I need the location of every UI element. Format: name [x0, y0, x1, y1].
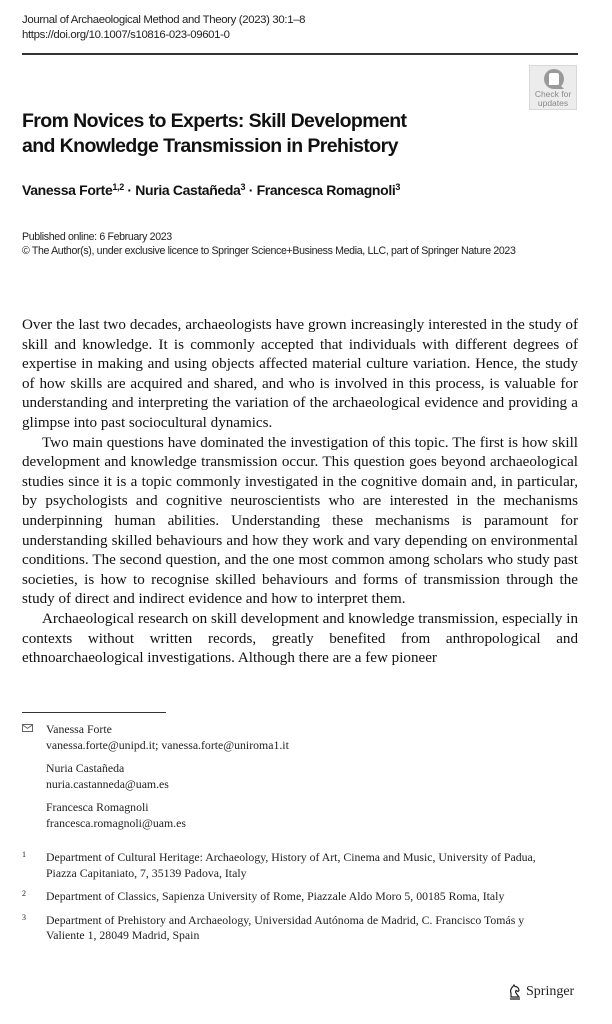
contact-email[interactable]: vanessa.forte@unipd.it; vanessa.forte@uniroma1.it	[46, 737, 289, 752]
author-list	[22, 182, 400, 198]
affiliation-entry	[22, 889, 562, 905]
publication-info	[22, 230, 582, 258]
contact-email[interactable]: francesca.romagnoli@uam.es	[46, 815, 186, 830]
affiliation-text: Department of Prehistory and Archaeology, Universidad Autónoma de Madrid, C. Francisco Tomás y Valiente 1, 28049 Madrid, Spain	[46, 912, 525, 942]
affiliations-list	[22, 850, 562, 952]
author-name[interactable]: Francesca Romagnoli	[256, 182, 396, 198]
journal-citation: Journal of Archaeological Method and Theory (2023) 30:1–8	[22, 14, 306, 26]
affiliation-number: 3	[22, 912, 26, 922]
springer-horse-icon	[508, 984, 522, 1000]
contact-email[interactable]: nuria.castanneda@uam.es	[46, 776, 169, 791]
publisher-logo	[508, 984, 574, 1000]
publisher-name: Springer	[526, 984, 575, 999]
corresponding-contacts	[22, 722, 289, 839]
affiliation-entry	[22, 850, 562, 881]
doi-link[interactable]: https://doi.org/10.1007/s10816-023-09601-0	[22, 29, 230, 41]
contact-name: Nuria Castañeda	[46, 761, 125, 775]
check-for-updates-badge[interactable]	[529, 65, 577, 110]
affiliation-number: 2	[22, 889, 26, 898]
contact-entry	[22, 761, 289, 792]
body-paragraph: Over the last two decades, archaeologists have grown increasingly interested in the study of skill and knowledge. It is commonly accepted that individuals with different degrees of expertise in making and using objects affected material culture variation. Hence, the study of how skills are acquired and shared, and who is involved in this process, is valuable for understanding and interpreting the variation of the archaeological evidence and providing a glimpse into past sociocultural dynamics.	[22, 317, 578, 431]
article-body	[22, 316, 578, 669]
affiliation-entry	[22, 913, 562, 944]
title-line-2: and Knowledge Transmission in Prehistory	[22, 135, 398, 157]
body-paragraph: Archaeological research on skill development and knowledge transmission, especially in contexts without written records, greatly benefited from anthropological and ethnoarchaeological investigations. Although there are a few pioneer	[22, 610, 578, 667]
contact-entry	[22, 722, 289, 753]
header-rule	[22, 53, 578, 55]
journal-header	[22, 13, 305, 43]
crossmark-icon	[544, 69, 564, 89]
contact-entry	[22, 800, 289, 831]
author-name[interactable]: Vanessa Forte	[22, 182, 113, 198]
affiliation-number: 1	[22, 850, 26, 859]
author-separator: ·	[123, 182, 136, 198]
author-name[interactable]: Nuria Castañeda	[135, 182, 241, 198]
title-line-1: From Novices to Experts: Skill Development	[22, 110, 407, 132]
contact-name: Vanessa Forte	[46, 722, 112, 736]
author-affil-ref: 3	[240, 182, 246, 192]
article-title	[22, 109, 406, 159]
body-paragraph: Two main questions have dominated the investigation of this topic. The first is how skill development and knowledge transmission occur. This question goes beyond archaeological studies since it is a topic commonly investigated in the cognitive domain and, in particular, by psychologists and cognitive neuroscientists who are interested in the mechanisms underpinning human abilities. Understanding these mechanisms is paramount for understanding skilled behaviours and how they work and vary depending on environmental conditions. The second question, and the one most common among scholars who study past societies, is how to recognise skilled behaviours and forms of transmission through the study of direct and indirect evidence and how to interpret them.	[22, 434, 578, 608]
affiliation-text: Department of Cultural Heritage: Archaeology, History of Art, Cinema and Music, University of Padua, Piazza Capitaniato, 7, 35139 Padova, Italy	[46, 850, 536, 880]
contact-name: Francesca Romagnoli	[46, 800, 149, 814]
author-separator: ·	[245, 182, 257, 198]
copyright-notice: © The Author(s), under exclusive licence to Springer Science+Business Media, LLC, part of Springer Nature 2023	[22, 245, 516, 257]
published-date: Published online: 6 February 2023	[22, 231, 172, 243]
author-affil-ref: 1,2	[112, 182, 124, 192]
crossmark-label: Check for updates	[534, 89, 572, 108]
footnote-rule	[22, 712, 166, 713]
mail-icon	[22, 724, 33, 732]
affiliation-text: Department of Classics, Sapienza University of Rome, Piazzale Aldo Moro 5, 00185 Roma, Italy	[46, 889, 505, 903]
author-affil-ref: 3	[395, 182, 401, 192]
